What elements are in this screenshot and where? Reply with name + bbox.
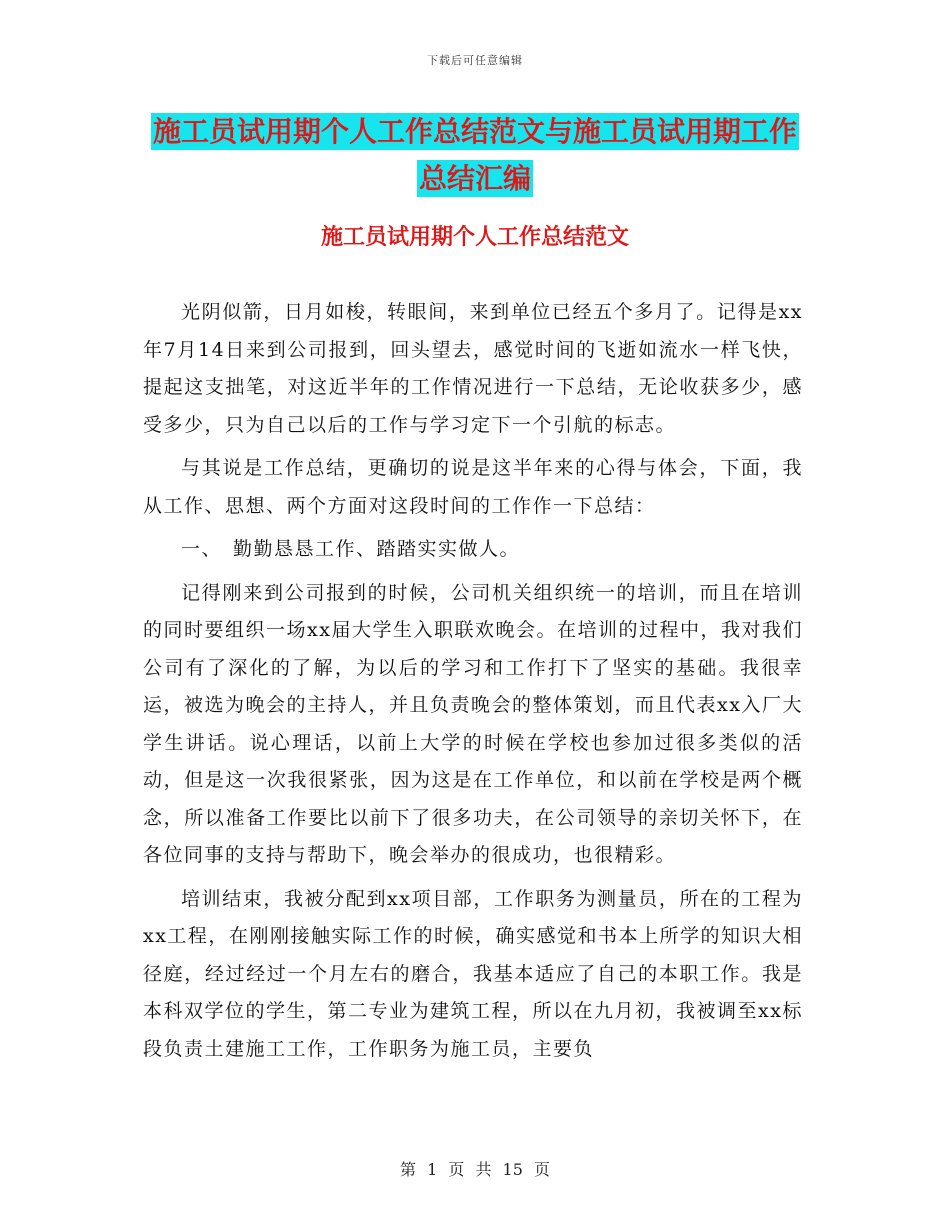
document-title-line1: 施工员试用期个人工作总结范文与施工员试用期工作 — [152, 115, 797, 148]
body-text — [143, 294, 803, 1074]
page-number: 第 1 页 共 15 页 — [400, 1160, 550, 1179]
header-note: 下载后可任意编辑 — [427, 54, 523, 67]
paragraph: 与其说是工作总结，更确切的说是这半年来的心得与体会，下面，我从工作、思想、两个方面对这段时间的工作作一下总结： — [143, 457, 803, 517]
section-title: 施工员试用期个人工作总结范文 — [320, 224, 629, 250]
document-title — [150, 108, 800, 202]
paragraph: 培训结束，我被分配到xx项目部，工作职务为测量员，所在的工程为xx工程，在刚刚接触实际工作的时候，确实感觉和书本上所学的知识大相径庭，经过经过一个月左右的磨合，我基本适应了自己的本职工作。我是本科双学位的学生，第二专业为建筑工程，所以在九月初，我被调至xx标段负责土建施工工作，工作职务为施工员，主要负 — [143, 887, 803, 1060]
paragraph: 光阴似箭，日月如梭，转眼间，来到单位已经五个多月了。记得是xx年7月14日来到公司报到，回头望去，感觉时间的飞逝如流水一样飞快，提起这支拙笔，对这近半年的工作情况进行一下总结，无论收获多少，感受多少，只为自己以后的工作与学习定下一个引航的标志。 — [143, 301, 803, 436]
paragraph: 一、 勤勤恳恳工作、踏踏实实做人。 — [181, 538, 521, 560]
paragraph: 记得刚来到公司报到的时候，公司机关组织统一的培训，而且在培训的同时要组织一场xx届大学生入职联欢晚会。在培训的过程中，我对我们公司有了深化的了解，为以后的学习和工作打下了坚实的基础。我很幸运，被选为晚会的主持人，并且负责晚会的整体策划，而且代表xx入厂大学生讲话。说心理话，以前上大学的时候在学校也参加过很多类似的活动，但是这一次我很紧张，因为这是在工作单位，和以前在学校是两个概念，所以准备工作要比以前下了很多功夫，在公司领导的亲切关怀下，在各位同事的支持与帮助下，晚会举办的很成功，也很精彩。 — [143, 581, 803, 866]
document-title-line2: 总结汇编 — [418, 162, 531, 195]
